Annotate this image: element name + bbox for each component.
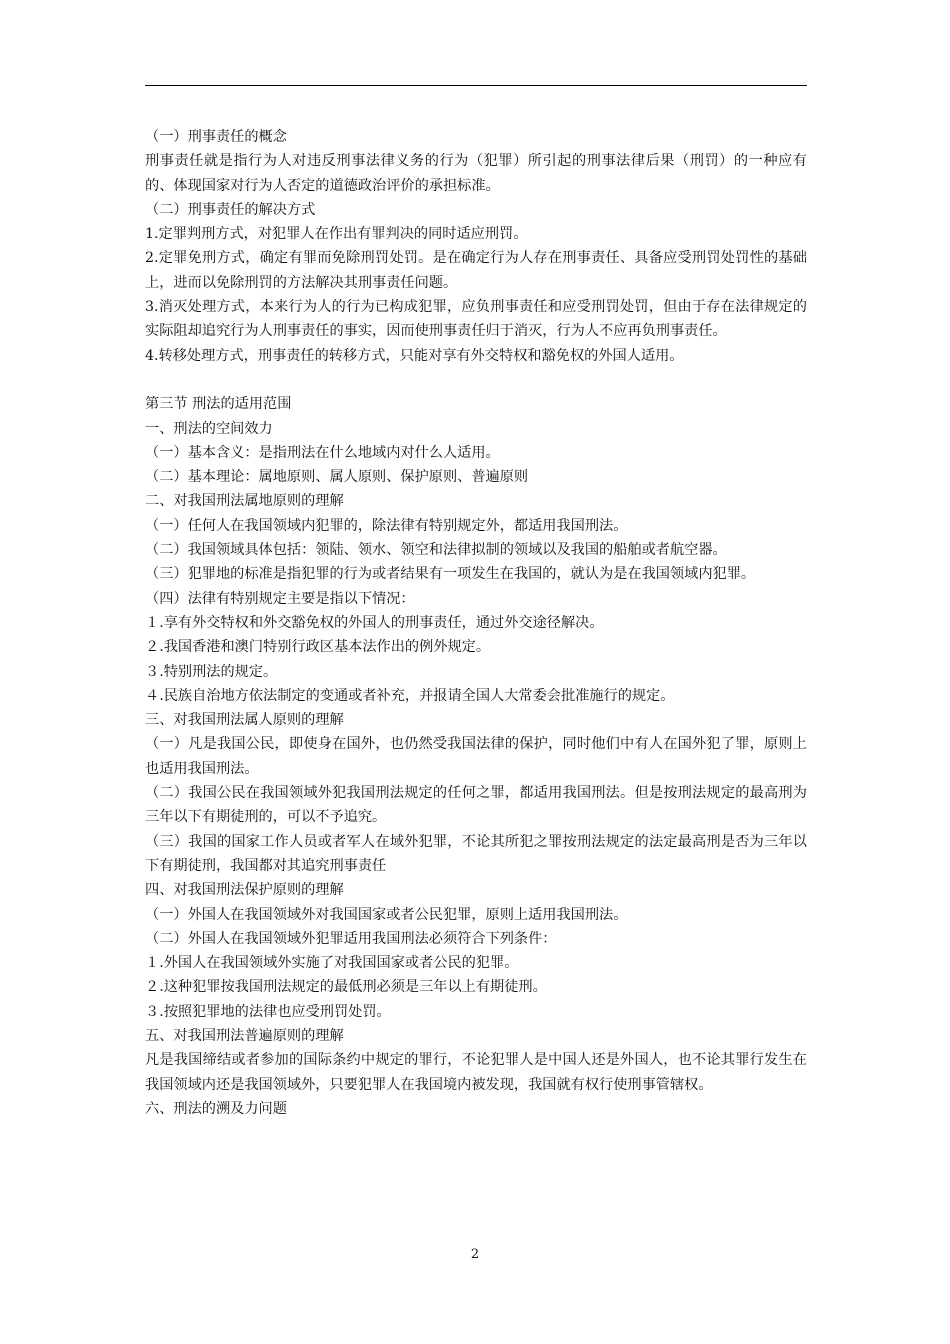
list-item: （二）我国公民在我国领域外犯我国刑法规定的任何之罪，都适用我国刑法。但是按刑法规定的最高刑为三年以下有期徒刑的，可以不予追究。: [145, 785, 807, 826]
list-item: （一）基本含义：是指刑法在什么地域内对什么人适用。: [145, 444, 500, 461]
document-body: [145, 125, 807, 1121]
list-item: 4.转移处理方式，刑事责任的转移方式，只能对享有外交特权和豁免权的外国人适用。: [145, 347, 684, 364]
list-item: （一）凡是我国公民，即使身在国外，也仍然受我国法律的保护，同时他们中有人在国外犯了罪，原则上也适用我国刑法。: [145, 736, 807, 777]
page-number: 2: [470, 1247, 480, 1262]
header-rule: [145, 85, 807, 86]
list-item: （二）我国领域具体包括：领陆、领水、领空和法律拟制的领域以及我国的船舶或者航空器。: [145, 542, 727, 559]
subsection-heading: 五、对我国刑法普遍原则的理解: [145, 1027, 344, 1044]
section-heading: 第三节 刑法的适用范围: [145, 396, 292, 413]
subsection-heading: 四、对我国刑法保护原则的理解: [145, 882, 344, 899]
list-item: ２.我国香港和澳门特别行政区基本法作出的例外规定。: [145, 639, 491, 656]
list-item: ２.这种犯罪按我国刑法规定的最低刑必须是三年以上有期徒刑。: [145, 979, 547, 996]
list-item: 1.定罪判刑方式，对犯罪人在作出有罪判决的同时适应刑罚。: [145, 226, 528, 243]
paragraph-spacer: [145, 368, 807, 392]
list-item: （二）基本理论：属地原则、属人原则、保护原则、普遍原则: [145, 469, 529, 486]
list-item: （一）任何人在我国领域内犯罪的，除法律有特别规定外，都适用我国刑法。: [145, 517, 628, 534]
heading-criminal-responsibility-concept: （一）刑事责任的概念: [145, 129, 287, 145]
list-item: （三）犯罪地的标准是指犯罪的行为或者结果有一项发生在我国的，就认为是在我国领域内犯罪。: [145, 566, 756, 583]
list-item: （二）外国人在我国领域外犯罪适用我国刑法必须符合下列条件：: [145, 930, 557, 947]
subsection-heading: 一、刑法的空间效力: [145, 420, 273, 437]
subsection-heading: 六、刑法的溯及力问题: [145, 1100, 287, 1117]
list-item: （四）法律有特别规定主要是指以下情况：: [145, 590, 415, 607]
list-item: ３.特别刑法的规定。: [145, 663, 278, 680]
list-item: （一）外国人在我国领域外对我国国家或者公民犯罪，原则上适用我国刑法。: [145, 906, 628, 923]
subsection-heading: 二、对我国刑法属地原则的理解: [145, 493, 344, 510]
list-item: １.外国人在我国领域外实施了对我国国家或者公民的犯罪。: [145, 955, 519, 972]
list-item: 2.定罪免刑方式，确定有罪而免除刑罚处罚。是在确定行为人存在刑事责任、具备应受刑罚处罚性的基础上，进而以免除刑罚的方法解决其刑事责任问题。: [145, 250, 807, 291]
list-item: （三）我国的国家工作人员或者军人在域外犯罪，不论其所犯之罪按刑法规定的法定最高刑是否为三年以下有期徒刑，我国都对其追究刑事责任: [145, 833, 807, 874]
list-item: ３.按照犯罪地的法律也应受刑罚处罚。: [145, 1003, 391, 1020]
list-item: ４.民族自治地方依法制定的变通或者补充，并报请全国人大常委会批准施行的规定。: [145, 687, 675, 704]
paragraph-definition: 刑事责任就是指行为人对违反刑事法律义务的行为（犯罪）所引起的刑事法律后果（刑罚）的一种应有的、体现国家对行为人否定的道德政治评价的承担标准。: [145, 153, 807, 194]
subsection-heading: 三、对我国刑法属人原则的理解: [145, 712, 344, 729]
list-item: 3.消灭处理方式，本来行为人的行为已构成犯罪，应负刑事责任和应受刑罚处罚，但由于存在法律规定的实际阻却追究行为人刑事责任的事实，因而使刑事责任归于消灭，行为人不应再负刑事责任。: [145, 299, 807, 340]
heading-resolution-methods: （二）刑事责任的解决方式: [145, 201, 316, 218]
paragraph-universal-principle: 凡是我国缔结或者参加的国际条约中规定的罪行，不论犯罪人是中国人还是外国人，也不论其罪行发生在我国领域内还是我国领域外，只要犯罪人在我国境内被发现，我国就有权行使刑事管辖权。: [145, 1052, 807, 1093]
list-item: １.享有外交特权和外交豁免权的外国人的刑事责任，通过外交途径解决。: [145, 614, 604, 631]
